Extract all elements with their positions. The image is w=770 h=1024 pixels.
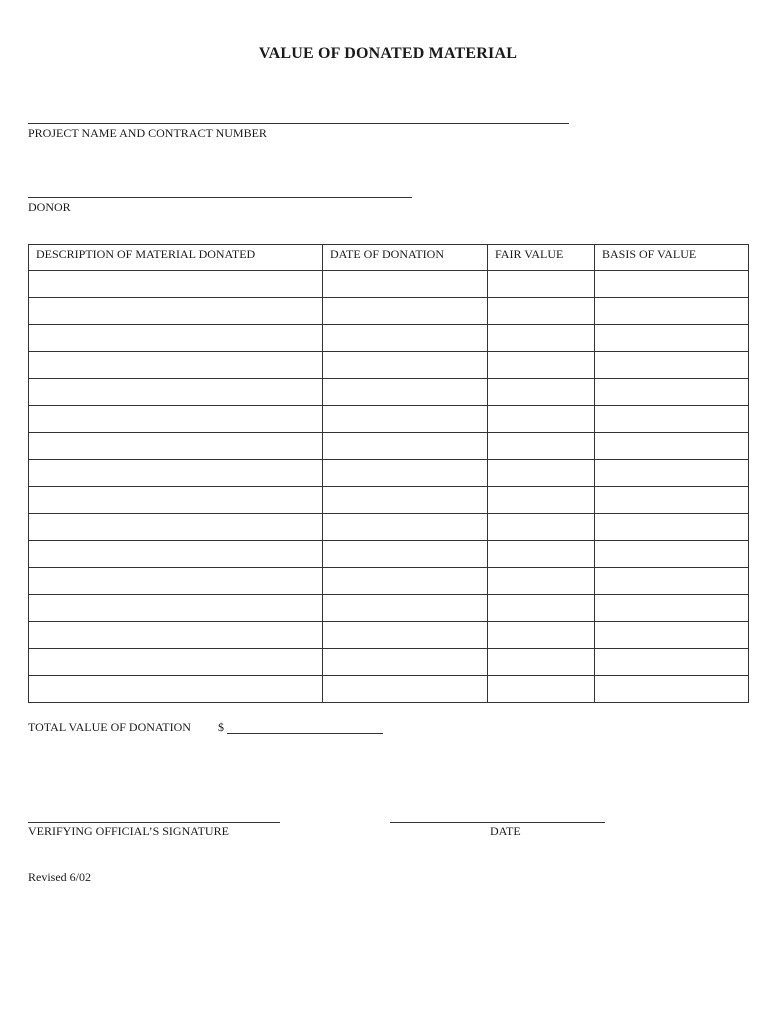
form-title: VALUE OF DONATED MATERIAL — [258, 45, 518, 62]
cell-fair-value[interactable] — [488, 676, 595, 703]
cell-description[interactable] — [29, 379, 323, 406]
cell-basis[interactable] — [595, 676, 749, 703]
donation-table — [28, 244, 749, 703]
cell-description[interactable] — [29, 649, 323, 676]
cell-fair-value[interactable] — [488, 433, 595, 460]
cell-date[interactable] — [323, 406, 488, 433]
project-name-field[interactable] — [28, 123, 569, 124]
donor-label: DONOR — [28, 200, 71, 214]
cell-fair-value[interactable] — [488, 568, 595, 595]
cell-date[interactable] — [323, 541, 488, 568]
table-header-row — [29, 245, 749, 271]
cell-basis[interactable] — [595, 433, 749, 460]
cell-fair-value[interactable] — [488, 487, 595, 514]
cell-date[interactable] — [323, 379, 488, 406]
cell-date[interactable] — [323, 298, 488, 325]
cell-fair-value[interactable] — [488, 541, 595, 568]
table-row — [29, 568, 749, 595]
total-currency-symbol: $ — [218, 720, 224, 734]
table-row — [29, 514, 749, 541]
cell-date[interactable] — [323, 568, 488, 595]
cell-description[interactable] — [29, 433, 323, 460]
cell-fair-value[interactable] — [488, 325, 595, 352]
cell-date[interactable] — [323, 433, 488, 460]
cell-description[interactable] — [29, 622, 323, 649]
table-row — [29, 298, 749, 325]
cell-fair-value[interactable] — [488, 514, 595, 541]
table-row — [29, 271, 749, 298]
cell-basis[interactable] — [595, 379, 749, 406]
cell-basis[interactable] — [595, 325, 749, 352]
cell-fair-value[interactable] — [488, 622, 595, 649]
table-row — [29, 433, 749, 460]
cell-date[interactable] — [323, 460, 488, 487]
cell-fair-value[interactable] — [488, 460, 595, 487]
cell-date[interactable] — [323, 487, 488, 514]
cell-basis[interactable] — [595, 487, 749, 514]
column-header-fair-value: FAIR VALUE — [488, 245, 595, 271]
cell-basis[interactable] — [595, 271, 749, 298]
cell-fair-value[interactable] — [488, 298, 595, 325]
date-field[interactable] — [390, 822, 605, 823]
total-value-label: TOTAL VALUE OF DONATION — [28, 720, 191, 734]
cell-description[interactable] — [29, 406, 323, 433]
cell-description[interactable] — [29, 676, 323, 703]
cell-basis[interactable] — [595, 568, 749, 595]
cell-description[interactable] — [29, 568, 323, 595]
cell-basis[interactable] — [595, 352, 749, 379]
table-row — [29, 649, 749, 676]
cell-basis[interactable] — [595, 622, 749, 649]
cell-fair-value[interactable] — [488, 406, 595, 433]
cell-date[interactable] — [323, 352, 488, 379]
table-body — [29, 271, 749, 703]
cell-date[interactable] — [323, 325, 488, 352]
cell-description[interactable] — [29, 298, 323, 325]
cell-description[interactable] — [29, 487, 323, 514]
table-row — [29, 622, 749, 649]
cell-description[interactable] — [29, 325, 323, 352]
cell-description[interactable] — [29, 541, 323, 568]
cell-basis[interactable] — [595, 541, 749, 568]
cell-description[interactable] — [29, 595, 323, 622]
cell-basis[interactable] — [595, 595, 749, 622]
cell-basis[interactable] — [595, 298, 749, 325]
date-label: DATE — [490, 824, 521, 838]
table-row — [29, 325, 749, 352]
table-row — [29, 595, 749, 622]
table-row — [29, 460, 749, 487]
signature-label: VERIFYING OFFICIAL’S SIGNATURE — [28, 824, 229, 838]
signature-field[interactable] — [28, 822, 280, 823]
column-header-date: DATE OF DONATION — [323, 245, 488, 271]
cell-description[interactable] — [29, 514, 323, 541]
cell-fair-value[interactable] — [488, 595, 595, 622]
cell-date[interactable] — [323, 514, 488, 541]
cell-date[interactable] — [323, 271, 488, 298]
revision-note: Revised 6/02 — [28, 870, 91, 884]
cell-basis[interactable] — [595, 406, 749, 433]
cell-date[interactable] — [323, 622, 488, 649]
cell-fair-value[interactable] — [488, 379, 595, 406]
cell-date[interactable] — [323, 595, 488, 622]
column-header-description: DESCRIPTION OF MATERIAL DONATED — [29, 245, 323, 271]
cell-date[interactable] — [323, 649, 488, 676]
table-row — [29, 379, 749, 406]
table-row — [29, 676, 749, 703]
cell-fair-value[interactable] — [488, 352, 595, 379]
table-row — [29, 406, 749, 433]
column-header-basis: BASIS OF VALUE — [595, 245, 749, 271]
table-row — [29, 352, 749, 379]
cell-description[interactable] — [29, 271, 323, 298]
cell-basis[interactable] — [595, 460, 749, 487]
table-row — [29, 487, 749, 514]
total-value-field[interactable] — [227, 733, 383, 734]
project-name-label: PROJECT NAME AND CONTRACT NUMBER — [28, 126, 267, 140]
cell-fair-value[interactable] — [488, 649, 595, 676]
cell-basis[interactable] — [595, 514, 749, 541]
donor-field[interactable] — [28, 197, 412, 198]
cell-basis[interactable] — [595, 649, 749, 676]
cell-fair-value[interactable] — [488, 271, 595, 298]
cell-description[interactable] — [29, 352, 323, 379]
table-row — [29, 541, 749, 568]
cell-description[interactable] — [29, 460, 323, 487]
cell-date[interactable] — [323, 676, 488, 703]
